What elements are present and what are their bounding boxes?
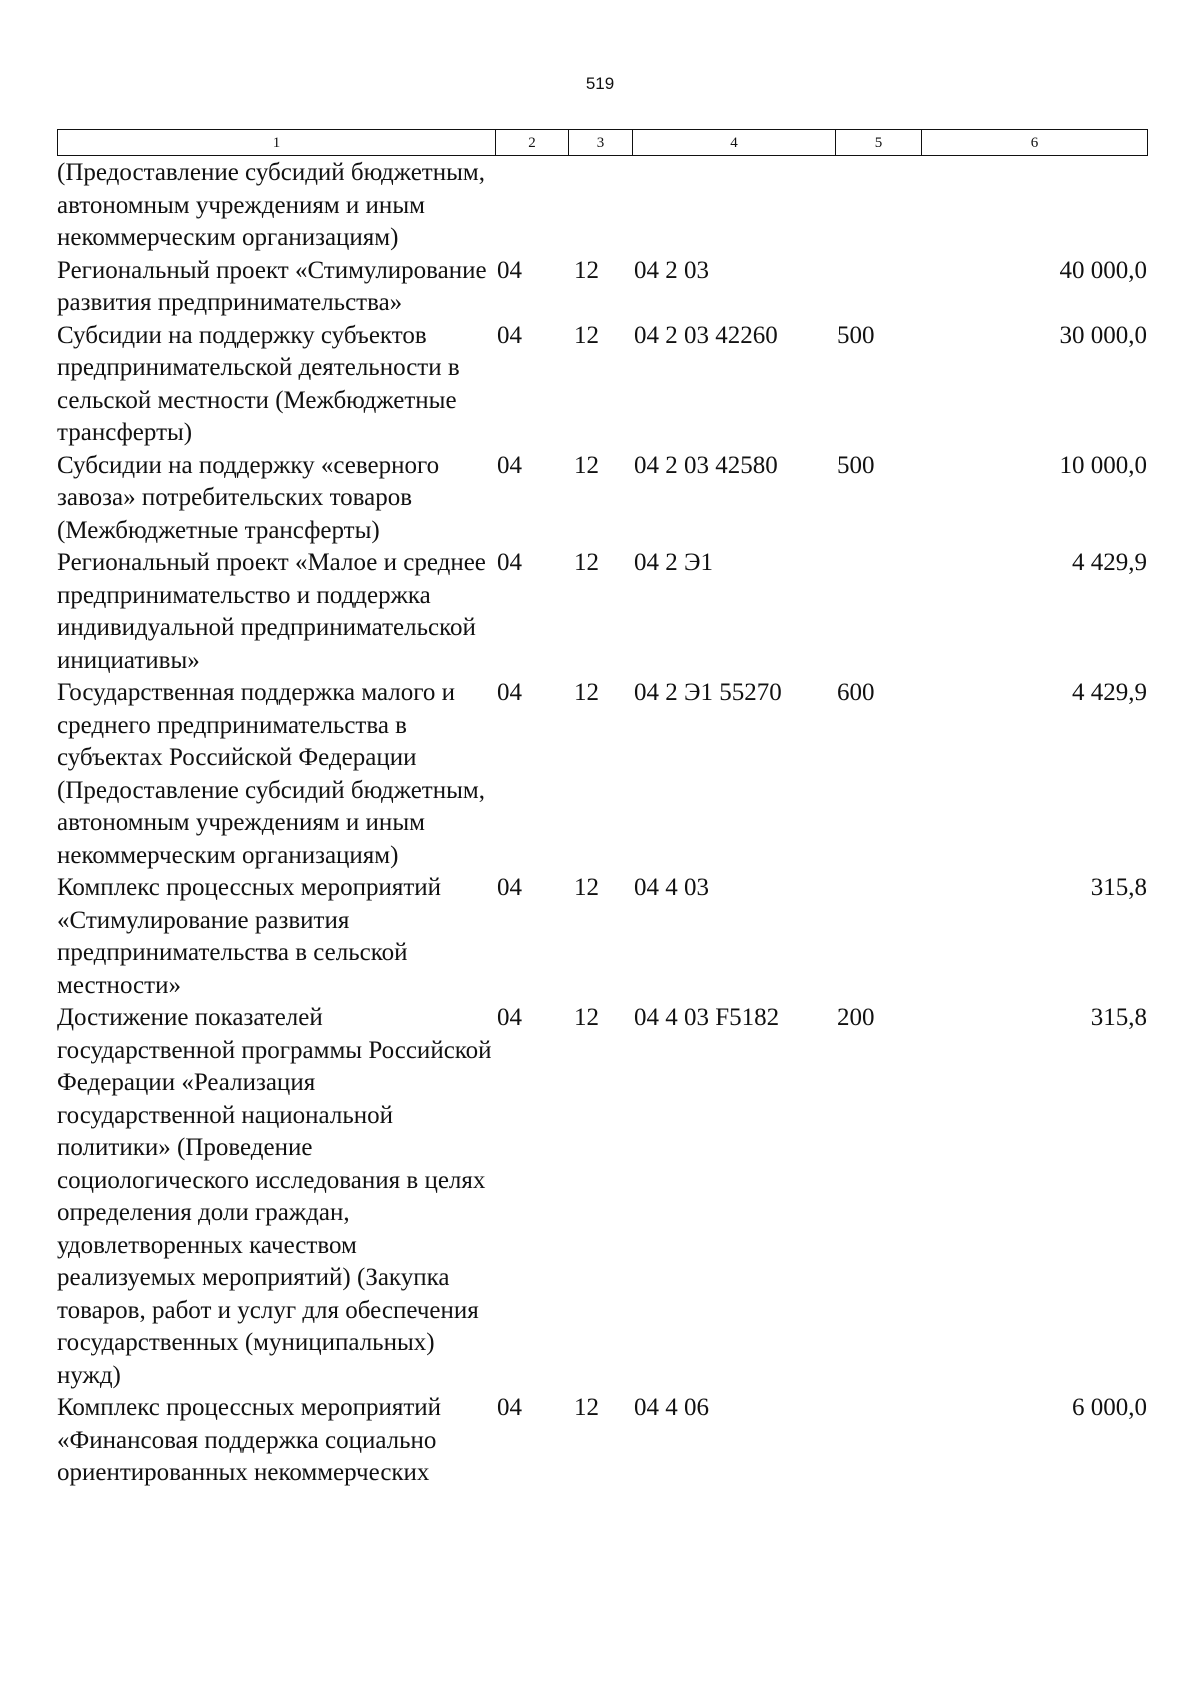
row-name: Комплекс процессных мероприятий «Стимулирование развития предпринимательства в сельской местности» <box>57 874 442 999</box>
row-name: Достижение показателей государственной программы Российской Федерации «Реализация государственной национальной политики» (Проведение социологического исследования в целях определения доли граждан, удовлетворенных качеством реализуемых мероприятий) (Закупка товаров, работ и услуг для обеспечения государственных (муниципальных) нужд) <box>57 1004 492 1389</box>
row-section: 04 <box>497 874 522 901</box>
row-target-code: 04 2 03 <box>634 256 709 284</box>
table-row <box>57 1392 1147 1490</box>
row-section: 04 <box>497 256 522 284</box>
row-sum: 4 429,9 <box>1072 549 1147 576</box>
column-header-4: 4 <box>633 130 836 156</box>
row-sum: 6 000,0 <box>1072 1394 1147 1421</box>
row-section: 04 <box>497 679 522 706</box>
column-header-1: 1 <box>58 130 496 156</box>
row-name: Субсидии на поддержку субъектов предпринимательской деятельности в сельской местности (Межбюджетные трансферты) <box>57 321 460 446</box>
row-target-code: 04 2 Э1 55270 <box>634 679 782 706</box>
row-section: 04 <box>497 1004 522 1031</box>
table-row <box>57 872 1147 1002</box>
table-row <box>57 450 1147 548</box>
table-row <box>57 1002 1147 1392</box>
column-header-6: 6 <box>922 130 1148 156</box>
row-sum: 315,8 <box>1090 1004 1147 1031</box>
table-row <box>57 157 1147 255</box>
row-name: Региональный проект «Стимулирование развития предпринимательства» <box>57 256 487 316</box>
row-sum: 10 000,0 <box>1059 451 1147 479</box>
column-header-row <box>58 130 1148 156</box>
row-target-code: 04 2 Э1 <box>634 549 714 576</box>
row-subsection: 12 <box>574 256 599 284</box>
table-row <box>57 677 1147 872</box>
row-sum: 4 429,9 <box>1072 679 1147 706</box>
column-header-5: 5 <box>836 130 922 156</box>
budget-table-body <box>57 157 1147 1490</box>
table-row <box>57 547 1147 677</box>
page-number: 519 <box>585 74 615 93</box>
row-sum: 30 000,0 <box>1059 321 1147 349</box>
row-target-code: 04 2 03 42260 <box>634 321 778 349</box>
row-target-code: 04 4 03 F5182 <box>634 1004 780 1031</box>
row-name: (Предоставление субсидий бюджетным, автономным учреждениям и иным некоммерческим организациям) <box>57 159 485 251</box>
row-sum: 40 000,0 <box>1059 256 1147 284</box>
column-header-2: 2 <box>496 130 569 156</box>
row-section: 04 <box>497 321 522 349</box>
row-subsection: 12 <box>574 1394 599 1421</box>
table-row <box>57 255 1147 320</box>
column-header-3: 3 <box>569 130 633 156</box>
row-section: 04 <box>497 451 522 479</box>
row-expense-type: 500 <box>837 321 875 349</box>
row-subsection: 12 <box>574 874 599 901</box>
row-subsection: 12 <box>574 321 599 349</box>
column-header-table <box>57 129 1148 156</box>
row-expense-type: 500 <box>837 451 875 479</box>
row-subsection: 12 <box>574 549 599 576</box>
row-subsection: 12 <box>574 679 599 706</box>
row-name: Субсидии на поддержку «северного завоза» потребительских товаров (Межбюджетные трансферты) <box>57 451 440 544</box>
row-sum: 315,8 <box>1090 874 1147 901</box>
row-target-code: 04 4 06 <box>634 1394 709 1421</box>
row-subsection: 12 <box>574 1004 599 1031</box>
row-target-code: 04 4 03 <box>634 874 709 901</box>
row-expense-type: 200 <box>837 1004 875 1031</box>
row-name: Государственная поддержка малого и среднего предпринимательства в субъектах Российской Федерации (Предоставление субсидий бюджетным, автономным учреждениям и иным некоммерческим организациям) <box>57 679 485 869</box>
row-name: Комплекс процессных мероприятий «Финансовая поддержка социально ориентированных некоммерческих <box>57 1394 442 1486</box>
row-target-code: 04 2 03 42580 <box>634 451 778 479</box>
row-section: 04 <box>497 1394 522 1421</box>
row-section: 04 <box>497 549 522 576</box>
table-row <box>57 320 1147 450</box>
row-name: Региональный проект «Малое и среднее предпринимательство и поддержка индивидуальной предпринимательской инициативы» <box>57 549 486 674</box>
row-expense-type: 600 <box>837 679 875 706</box>
row-subsection: 12 <box>574 451 599 479</box>
